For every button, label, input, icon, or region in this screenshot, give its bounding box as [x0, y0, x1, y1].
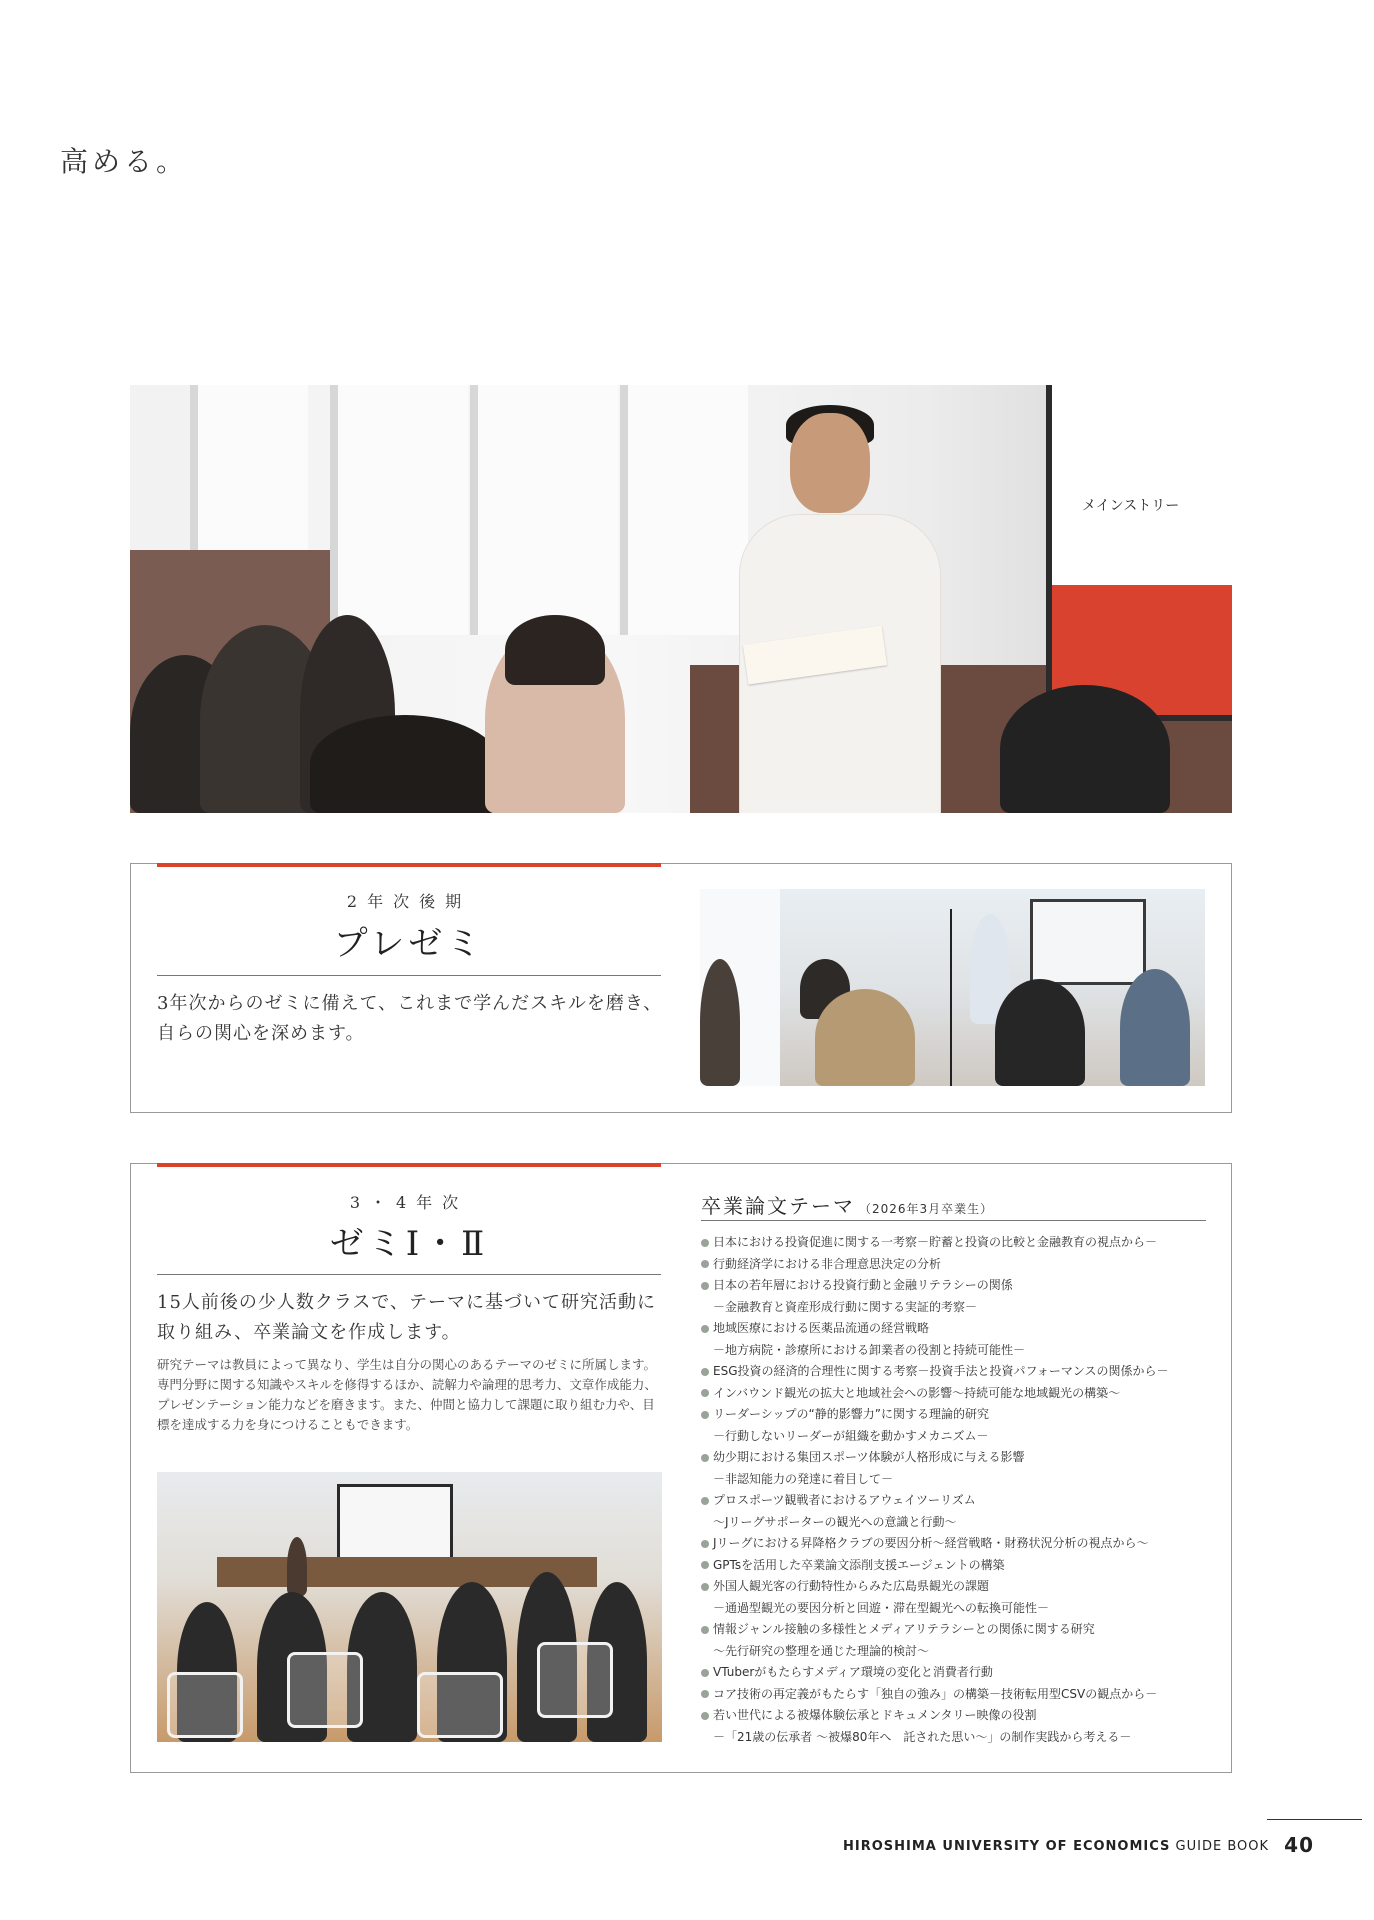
- thesis-item: [701, 1404, 1211, 1426]
- pre-seminar-lead: 3年次からのゼミに備えて、これまで学んだスキルを磨き、自らの関心を深めます。: [157, 993, 663, 1044]
- thesis-item-text: 地域医療における医薬品流通の経営戦略: [713, 1321, 930, 1335]
- thesis-title-text: 卒業論文テーマ: [701, 1194, 855, 1218]
- thesis-item-text: 日本の若年層における投資行動と金融リテラシーの関係: [713, 1278, 1013, 1292]
- thesis-item: [701, 1684, 1211, 1706]
- thesis-item-text: プロスポーツ観戦者におけるアウェイツーリズム: [713, 1493, 976, 1507]
- thesis-item-text: Jリーグにおける昇降格クラブの要因分析～経営戦略・財務状況分析の視点から～: [713, 1536, 1149, 1550]
- accent-bar: [157, 863, 661, 867]
- thesis-item: [701, 1727, 1211, 1749]
- thesis-item: [701, 1340, 1211, 1362]
- bullet-icon: [701, 1325, 709, 1333]
- seminar-section: [130, 1163, 1232, 1773]
- page-number: 40: [1284, 1833, 1314, 1857]
- thesis-item-text: GPTsを活用した卒業論文添削支援エージェントの構築: [713, 1557, 1005, 1572]
- bullet-icon: [701, 1389, 709, 1397]
- bullet-icon: [701, 1239, 709, 1247]
- divider: [157, 975, 661, 976]
- bullet-icon: [701, 1712, 709, 1720]
- thesis-item-text: －金融教育と資産形成行動に関する実証的考察－: [713, 1299, 978, 1314]
- thesis-item-text: 若い世代による被爆体験伝承とドキュメンタリー映像の役割: [713, 1708, 1037, 1722]
- thesis-item: [701, 1469, 1211, 1491]
- thesis-item: [701, 1512, 1211, 1534]
- footer: [843, 1833, 1314, 1857]
- thesis-item-text: －非認知能力の発達に着目して－: [713, 1471, 894, 1486]
- thesis-item-text: ESG投資の経済的合理性に関する考察－投資手法と投資パフォーマンスの関係から－: [713, 1364, 1169, 1378]
- thesis-item: [701, 1254, 1211, 1276]
- bullet-icon: [701, 1626, 709, 1634]
- thesis-item: [701, 1490, 1211, 1512]
- footer-rule: [1267, 1819, 1362, 1820]
- thesis-item-text: VTuberがもたらすメディア環境の変化と消費者行動: [713, 1665, 993, 1679]
- bullet-icon: [701, 1690, 709, 1698]
- pre-seminar-year: 2年次後期: [346, 892, 472, 911]
- thesis-item: [701, 1533, 1211, 1555]
- projector-screen: [1046, 385, 1232, 721]
- footer-guide: GUIDE BOOK: [1175, 1839, 1270, 1854]
- thesis-list: [701, 1232, 1211, 1748]
- thesis-item-text: 幼少期における集団スポーツ体験が人格形成に与える影響: [713, 1450, 1025, 1464]
- thesis-item-text: －通過型観光の要因分析と回遊・滞在型観光への転換可能性－: [713, 1600, 1050, 1615]
- screen-label: メインストリー: [1082, 498, 1180, 514]
- thesis-item: [701, 1275, 1211, 1297]
- thesis-item-text: －行動しないリーダーが組織を動かすメカニズム－: [713, 1428, 989, 1443]
- thesis-item: [701, 1426, 1211, 1448]
- thesis-item: [701, 1705, 1211, 1727]
- thesis-item: [701, 1447, 1211, 1469]
- thesis-item-text: －「21歳の伝承者 ～被爆80年へ 託された思い～」の制作実践から考える－: [713, 1729, 1132, 1744]
- thesis-item-text: 日本における投資促進に関する一考察－貯蓄と投資の比較と金融教育の視点から－: [713, 1235, 1158, 1249]
- thesis-item: [701, 1576, 1211, 1598]
- seminar-title: ゼミⅠ・Ⅱ: [329, 1224, 489, 1264]
- bullet-icon: [701, 1561, 709, 1569]
- footer-school: HIROSHIMA UNIVERSITY OF ECONOMICS: [843, 1839, 1171, 1854]
- thesis-item-text: ～先行研究の整理を通じた理論的検討～: [713, 1643, 930, 1658]
- headline: 高める。: [60, 145, 189, 178]
- thesis-item-text: 情報ジャンル接触の多様性とメディアリテラシーとの関係に関する研究: [713, 1622, 1095, 1636]
- seminar-body: 研究テーマは教員によって異なり、学生は自分の関心のあるテーマのゼミに所属します。専門分野に関する知識やスキルを修得するほか、読解力や論理的思考力、文章作成能力、プレゼンテーション能力などを磨きます。また、仲間と協力して課題に取り組む力や、目標を達成する力を身につけることもできます。: [157, 1357, 657, 1432]
- bullet-icon: [701, 1282, 709, 1290]
- thesis-item-text: リーダーシップの“静的影響力”に関する理論的研究: [713, 1407, 989, 1421]
- hero-photo: [130, 385, 1232, 813]
- thesis-item: [701, 1297, 1211, 1319]
- bullet-icon: [701, 1368, 709, 1376]
- pre-seminar-title: プレゼミ: [333, 924, 485, 964]
- bullet-icon: [701, 1583, 709, 1591]
- thesis-item-text: 行動経済学における非合理意思決定の分析: [713, 1256, 942, 1271]
- bullet-icon: [701, 1411, 709, 1419]
- thesis-item: [701, 1598, 1211, 1620]
- thesis-item: [701, 1641, 1211, 1663]
- seminar-lead: 15人前後の少人数クラスで、テーマに基づいて研究活動に取り組み、卒業論文を作成します。: [157, 1292, 657, 1343]
- bullet-icon: [701, 1540, 709, 1548]
- thesis-subtitle: （2026年3月卒業生）: [859, 1202, 994, 1216]
- thesis-item-text: ～Jリーグサポーターの観光への意識と行動～: [713, 1514, 957, 1529]
- pre-seminar-section: [130, 863, 1232, 1113]
- bullet-icon: [701, 1669, 709, 1677]
- thesis-item: [701, 1383, 1211, 1405]
- thesis-item-text: コア技術の再定義がもたらす「独自の強み」の構築－技術転用型CSVの観点から－: [713, 1686, 1158, 1701]
- thesis-item: [701, 1318, 1211, 1340]
- thesis-item-text: 外国人観光客の行動特性からみた広島県観光の課題: [713, 1579, 990, 1593]
- thesis-item: [701, 1619, 1211, 1641]
- pre-seminar-photo: [700, 889, 1205, 1086]
- bullet-icon: [701, 1454, 709, 1462]
- thesis-item-text: －地方病院・診療所における卸業者の役割と持続可能性－: [713, 1342, 1026, 1357]
- thesis-item: [701, 1361, 1211, 1383]
- divider: [701, 1220, 1206, 1221]
- divider: [157, 1274, 661, 1275]
- seminar-photo: [157, 1472, 662, 1742]
- bullet-icon: [701, 1260, 709, 1268]
- bullet-icon: [701, 1497, 709, 1505]
- thesis-item: [701, 1555, 1211, 1577]
- thesis-title: [701, 1190, 993, 1219]
- accent-bar: [157, 1163, 661, 1167]
- thesis-item-text: インバウンド観光の拡大と地域社会への影響～持続可能な地域観光の構築～: [713, 1385, 1121, 1400]
- thesis-item: [701, 1232, 1211, 1254]
- thesis-item: [701, 1662, 1211, 1684]
- seminar-year: 3・4年次: [349, 1193, 469, 1212]
